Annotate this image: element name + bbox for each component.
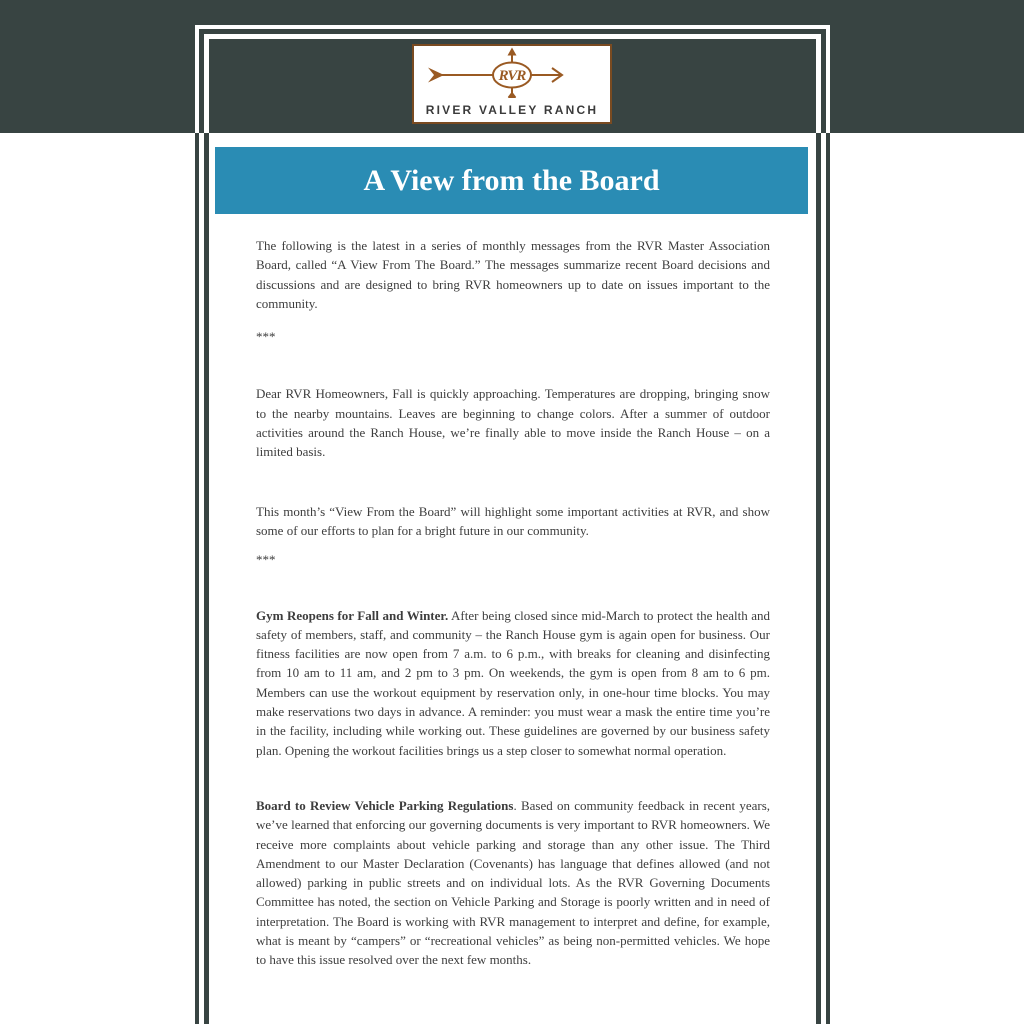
paragraph-greeting: Dear RVR Homeowners, Fall is quickly approaching. Temperatures are dropping, bringing snow to the nearby mountains. Leaves are beginning to change colors. After a summer of outdoor activities around the Ranch House, we’re finally able to move inside the Ranch House – on a limited basis. <box>256 386 770 460</box>
paragraph-parking-lead: Board to Review Vehicle Parking Regulations <box>256 797 514 813</box>
paragraph-parking-text: . Based on community feedback in recent years, we’ve learned that enforcing our governing documents is very important to RVR homeowners. We receive more complaints about vehicle parking and storage than any other issue. The Third Amendment to our Master Declaration (Covenants) has language that defines allowed (and not allowed) parking in public streets and on individual lots. As the RVR Governing Documents Committee has noted, the section on Vehicle Parking and Storage is poorly written and in need of interpretation. The Board is working with RVR management to interpret and define, for example, what is meant by “campers” or “recreational vehicles” as being non-permitted vehicles. We hope to have this issue resolved over the next few months. <box>256 797 771 968</box>
logo-monogram: RVR <box>498 68 526 84</box>
paragraph-gym-reopens <box>256 606 770 760</box>
article-body <box>256 236 770 970</box>
paragraph-gym-lead: Gym Reopens for Fall and Winter. <box>256 607 449 623</box>
page-title: A View from the Board <box>363 163 660 197</box>
title-banner <box>215 147 808 214</box>
paragraph-parking-regulations <box>256 796 770 970</box>
logo-card <box>412 44 612 124</box>
paragraph-intro: The following is the latest in a series of monthly messages from the RVR Master Association Board, called “A View From The Board.” The messages summarize recent Board decisions and discussions and are designed to bring RVR homeowners up to date on issues important to the community. <box>256 238 770 311</box>
separator-stars: *** <box>256 552 276 568</box>
logo-wordmark: RIVER VALLEY RANCH <box>425 103 599 117</box>
separator-stars: *** <box>256 329 276 345</box>
paragraph-gym-text: After being closed since mid-March to protect the health and safety of members, staff, and community – the Ranch House gym is again open for business. Our fitness facilities are now open from 7 a.m. to 6 p.m., with breaks for cleaning and disinfecting from 10 am to 11 am, and 2 pm to 3 pm. On weekends, the gym is open from 8 am to 6 pm. Members can use the workout equipment by reservation only, in one-hour time blocks. You may make reservations two days in advance. A reminder: you must wear a mask the entire time you’re in the facility, including while working out. These guidelines are governed by our business safety plan. Opening the workout facilities brings us a step closer to somewhat normal operation. <box>256 607 770 758</box>
rvr-compass-logo-icon <box>414 46 610 98</box>
paragraph-this-month: This month’s “View From the Board” will highlight some important activities at RVR, and show some of our efforts to plan for a bright future in our community. <box>256 503 770 538</box>
